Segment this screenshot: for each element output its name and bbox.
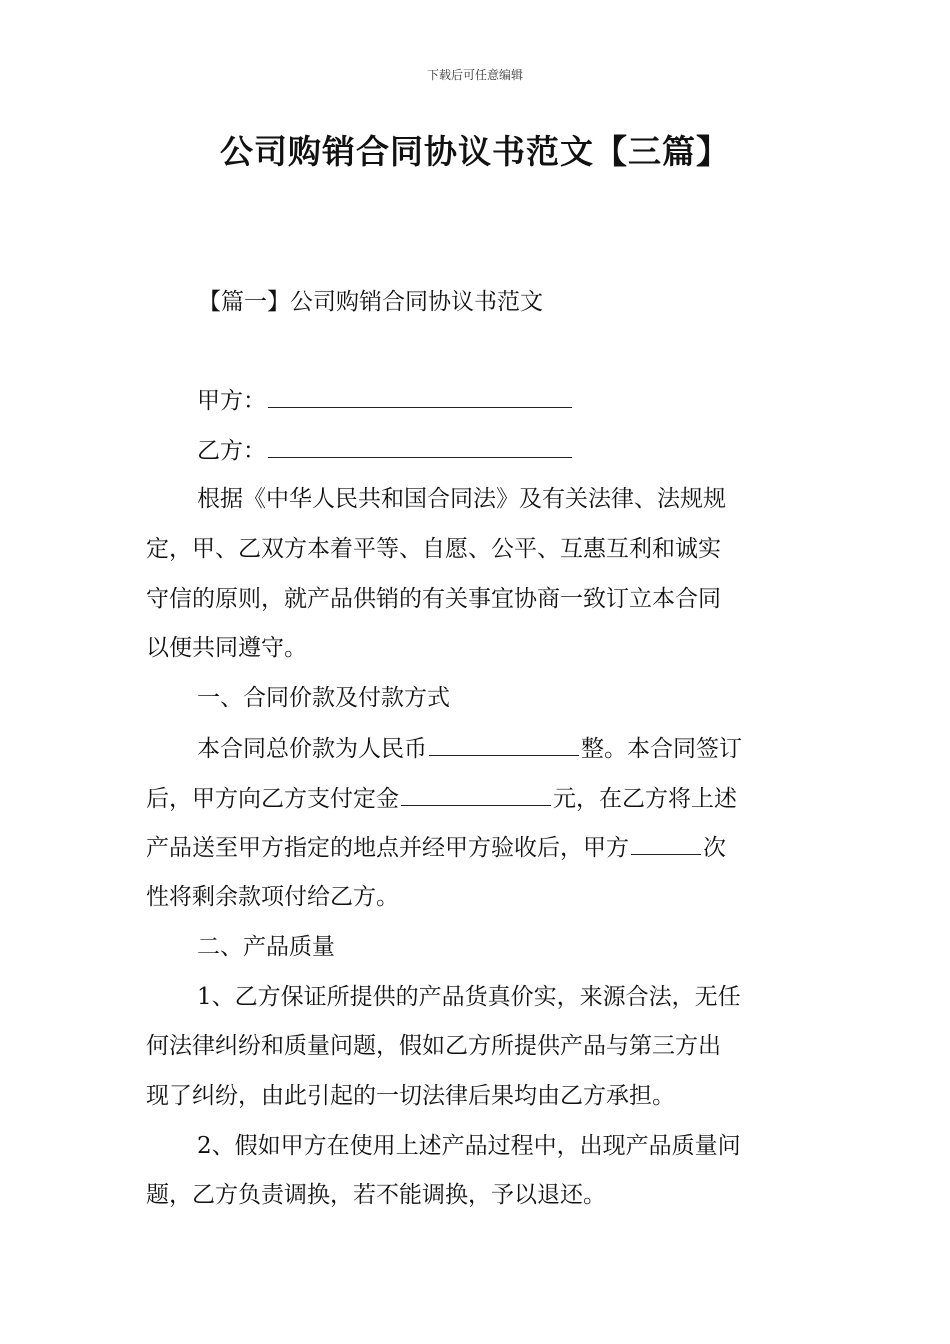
- clause1-line: [146, 832, 726, 863]
- clause1-text: 元，在乙方将上述: [553, 786, 737, 812]
- header-note: 下载后可任意编辑: [426, 68, 523, 82]
- clause1-line: [197, 733, 742, 764]
- clause2-item2-line: 2、假如甲方在使用上述产品过程中，出现产品质量问: [197, 1133, 741, 1159]
- party-b-blank: [268, 435, 572, 458]
- party-a-label: 甲方：: [197, 388, 266, 414]
- clause1-text: 后，甲方向乙方支付定金: [146, 786, 399, 812]
- party-a-blank: [268, 385, 572, 408]
- party-a-line: [197, 385, 574, 416]
- clause1-line: [146, 783, 737, 814]
- preamble-line: 根据《中华人民共和国合同法》及有关法律、法规规: [197, 486, 726, 512]
- clause2-item1-line: 何法律纠纷和质量问题，假如乙方所提供产品与第三方出: [146, 1033, 721, 1059]
- clause2-item1-line: 现了纠纷，由此引起的一切法律后果均由乙方承担。: [146, 1083, 675, 1109]
- clause1-text: 产品送至甲方指定的地点并经甲方验收后，甲方: [146, 835, 629, 861]
- clause2-heading: 二、产品质量: [197, 934, 335, 960]
- party-b-label: 乙方：: [197, 438, 266, 464]
- preamble-line: 以便共同遵守。: [146, 635, 307, 661]
- section-title: 【篇一】公司购销合同协议书范文: [198, 289, 543, 315]
- total-price-blank: [429, 733, 579, 756]
- clause1-line: 性将剩余款项付给乙方。: [146, 884, 399, 910]
- deposit-blank: [401, 783, 551, 806]
- preamble-line: 定，甲、乙双方本着平等、自愿、公平、互惠互利和诚实: [146, 536, 721, 562]
- clause1-heading: 一、合同价款及付款方式: [197, 685, 450, 711]
- clause2-item2-line: 题，乙方负责调换，若不能调换，予以退还。: [146, 1182, 606, 1208]
- clause1-text: 次: [703, 835, 726, 861]
- clause1-text: 整。本合同签订: [581, 736, 742, 762]
- document-title: 公司购销合同协议书范文【三篇】: [220, 132, 730, 171]
- installment-blank: [631, 832, 701, 855]
- preamble-line: 守信的原则，就产品供销的有关事宜协商一致订立本合同: [146, 586, 721, 612]
- party-b-line: [197, 435, 574, 466]
- clause1-text: 本合同总价款为人民币: [197, 736, 427, 762]
- clause2-item1-line: 1、乙方保证所提供的产品货真价实，来源合法，无任: [197, 984, 741, 1010]
